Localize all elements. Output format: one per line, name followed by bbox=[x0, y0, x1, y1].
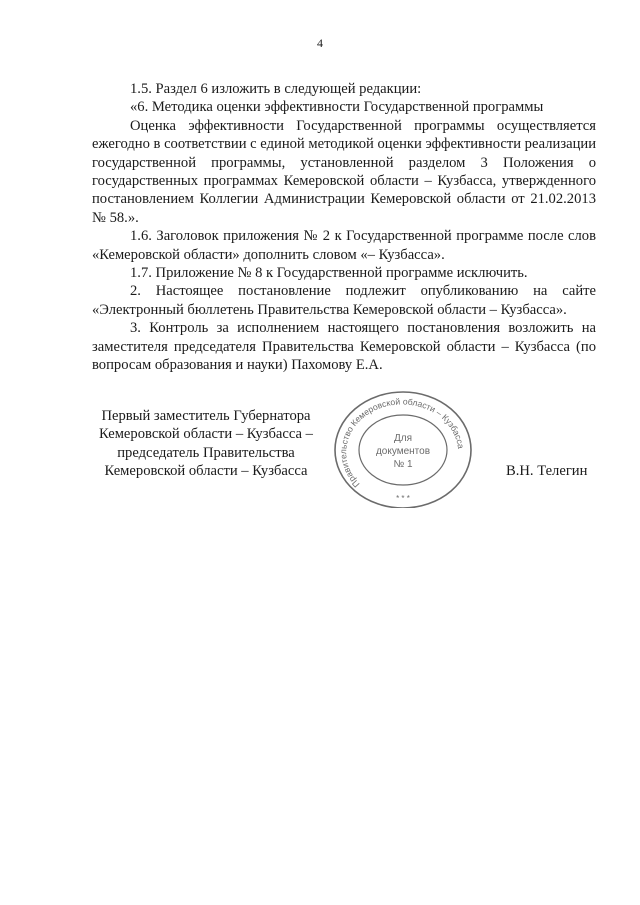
paragraph-3: 3. Контроль за исполнением настоящего постановления возложить на заместителя председателя Правительства Кемеровской области – Кузбасса (по вопросам образования и науки) Пахомову Е.А. bbox=[92, 320, 596, 374]
signer-title-line: Кемеровской области – Кузбасса bbox=[104, 463, 308, 480]
stamp-center-line: № 1 bbox=[393, 459, 413, 470]
signer-title-line: председатель Правительства bbox=[117, 444, 295, 461]
signer-title bbox=[86, 407, 326, 481]
paragraph-1-6: 1.6. Заголовок приложения № 2 к Государственной программе после слов «Кемеровской области» дополнить словом «– Кузбасса». bbox=[92, 228, 596, 263]
paragraph-section-6-title: «6. Методика оценки эффективности Государственной программы bbox=[130, 99, 544, 116]
paragraph-1-5: 1.5. Раздел 6 изложить в следующей редакции: bbox=[130, 81, 422, 97]
page-number: 4 bbox=[317, 36, 323, 50]
document-body bbox=[92, 80, 596, 375]
signer-name: В.Н. Телегин bbox=[506, 463, 588, 479]
signer-title-line: Первый заместитель Губернатора bbox=[101, 408, 311, 424]
paragraph-2: 2. Настоящее постановление подлежит опубликованию на сайте «Электронный бюллетень Правительства Кемеровской области – Кузбасса». bbox=[92, 283, 596, 318]
stamp-center-line: документов bbox=[375, 446, 431, 457]
paragraph-methodology: Оценка эффективности Государственной программы осуществляется ежегодно в соответствии с единой методикой оценки эффективности реализации государственной программы, установленной разделом 3 Положения о государственных программах Кемеровской области – Кузбасса, утвержденного постановлением Коллегии Администрации Кемеровской области от 21.02.2013 № 58.». bbox=[92, 117, 597, 226]
paragraph-1-7: 1.7. Приложение № 8 к Государственной программе исключить. bbox=[130, 265, 528, 282]
stamp-stars: * * * bbox=[396, 494, 410, 503]
signer-title-line: Кемеровской области – Кузбасса – bbox=[99, 426, 313, 443]
stamp-center-line: Для bbox=[393, 433, 413, 444]
stamp-ring-text: Правительство Кемеровской области – Кузбасса bbox=[338, 396, 467, 490]
official-stamp bbox=[330, 388, 475, 508]
